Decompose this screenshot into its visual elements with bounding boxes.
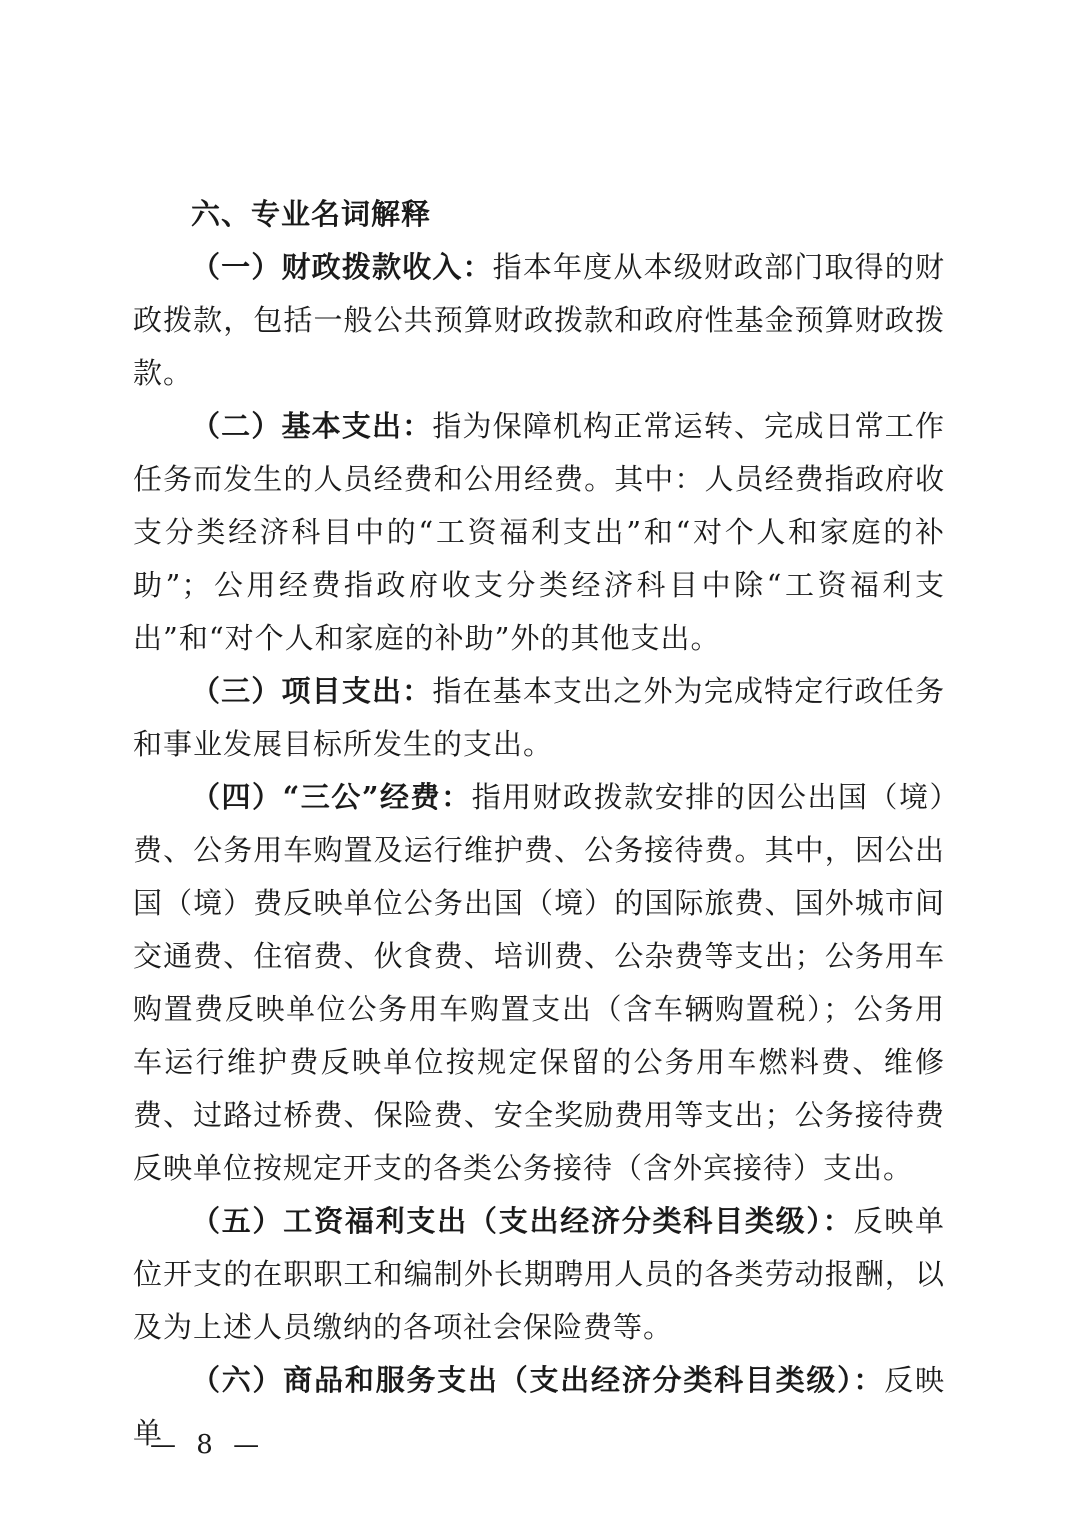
term-label: （六）商品和服务支出（支出经济分类科目类级）：	[191, 1363, 885, 1397]
term-label: （二）基本支出：	[191, 409, 433, 443]
term-definition: 指在基本支出之外为完成特定行政任务和事业发展目标所发生的支出。	[133, 674, 945, 761]
term-definition: 反映单位开支的在职职工和编制外长期聘用人员的各类劳动报酬，以及为上述人员缴纳的各项社会保险费等。	[133, 1204, 945, 1344]
paragraph-basic-expenditure	[133, 400, 945, 665]
term-definition: 指为保障机构正常运转、完成日常工作任务而发生的人员经费和公用经费。其中：人员经费指政府收支分类经济科目中的“工资福利支出”和“对个人和家庭的补助”；公用经费指政府收支分类经济科目中除“工资福利支出”和“对个人和家庭的补助”外的其他支出。	[133, 409, 945, 655]
term-label: （四）“三公”经费：	[191, 780, 472, 814]
term-label: （五）工资福利支出（支出经济分类科目类级）：	[191, 1204, 854, 1238]
section-heading: 六、专业名词解释	[191, 197, 432, 231]
term-definition: 指用财政拨款安排的因公出国（境）费、公务用车购置及运行维护费、公务接待费。其中，因公出国（境）费反映单位公务出国（境）的国际旅费、国外城市间交通费、住宿费、伙食费、培训费、公杂费等支出；公务用车购置费反映单位公务用车购置支出（含车辆购置税）；公务用车运行维护费反映单位按规定保留的公务用车燃料费、维修费、过路过桥费、保险费、安全奖励费用等支出；公务接待费反映单位按规定开支的各类公务接待（含外宾接待）支出。	[133, 780, 945, 1185]
term-definition: 指本年度从本级财政部门取得的财政拨款，包括一般公共预算财政拨款和政府性基金预算财政拨款。	[133, 250, 945, 390]
paragraph-three-public-expenses	[133, 771, 945, 1195]
paragraph-project-expenditure	[133, 665, 945, 771]
term-definition: 反映单	[133, 1363, 945, 1450]
term-label: （三）项目支出：	[191, 674, 433, 708]
paragraph-fiscal-appropriation-income	[133, 241, 945, 400]
document-body	[133, 188, 945, 1460]
term-label: （一）财政拨款收入：	[191, 250, 493, 284]
paragraph-wage-welfare-expenditure	[133, 1195, 945, 1354]
page-number: — 8 —	[150, 1430, 266, 1460]
